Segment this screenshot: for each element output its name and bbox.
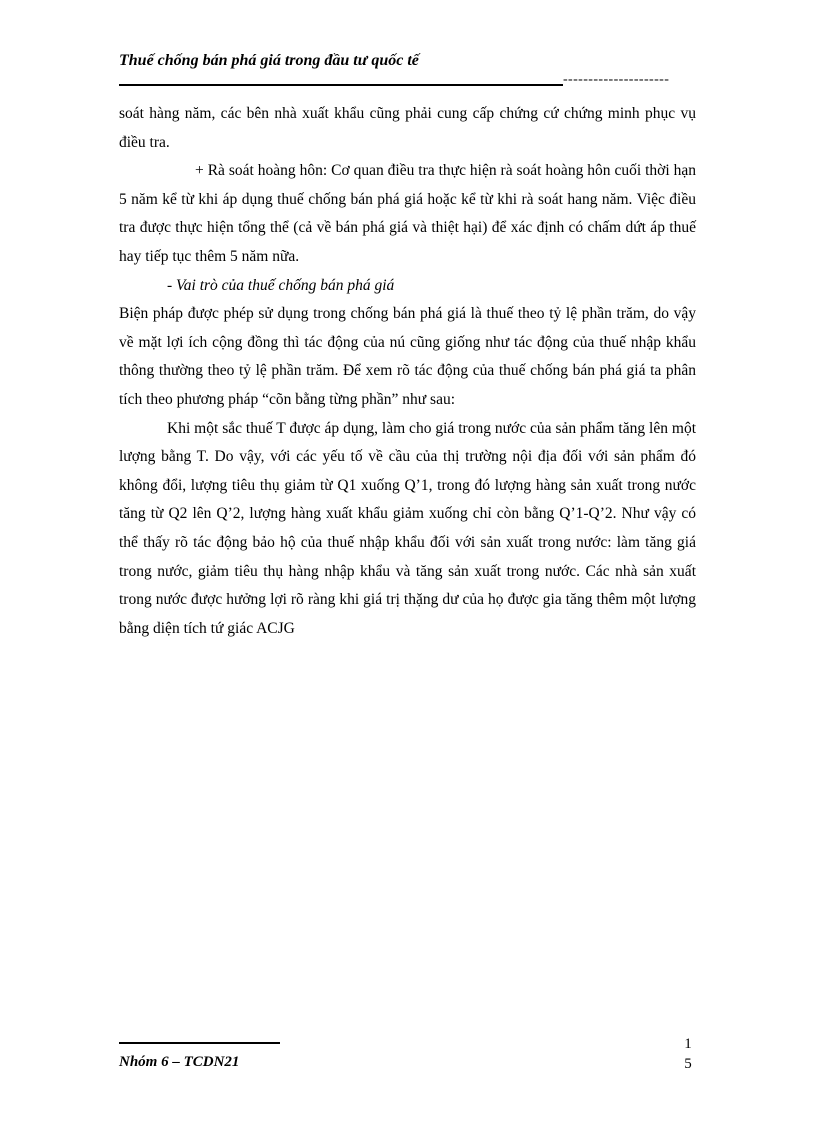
paragraph-measure: Biện pháp được phép sử dụng trong chống bán phá giá là thuế theo tỷ lệ phần trăm, do vậy về mặt lợi ích cộng đồng thì tác động của nú cũng giống như tác động của thuế nhập khẩu thông thường theo tỷ lệ phần trăm. Để xem rõ tác động của thuế chống bán phá giá ta phân tích theo phương pháp “cõn bằng từng phần” như sau:: [119, 305, 696, 408]
header-dashes: ---------------------: [563, 72, 670, 87]
paragraph-sunset-review: + Rà soát hoàng hôn: Cơ quan điều tra thực hiện rà soát hoàng hôn cuối thời hạn 5 năm kể từ khi áp dụng thuế chống bán phá giá hoặc kể từ khi rà soát hang năm. Việc điều tra được thực hiện tổng thể (cả về bán phá giá và thiệt hại) để xác định có chấm dứt áp thuế hay tiếp tục thêm 5 năm nữa.: [119, 162, 696, 265]
page-number-top: 1: [684, 1036, 692, 1052]
paragraph-tax-effect: Khi một sắc thuế T được áp dụng, làm cho giá trong nước của sản phẩm tăng lên một lượng bằng T. Do vậy, với các yếu tố về cầu của thị trường nội địa đối với sản phẩm đó không đổi, lượng tiêu thụ giảm từ Q1 xuống Q’1, trong đó lượng hàng sản xuất trong nước tăng từ Q2 lên Q’2, lượng hàng xuất khẩu giảm xuống chỉ còn bằng Q’1-Q’2. Như vậy có thể thấy rõ tác động bảo hộ của thuế nhập khẩu đối với sản xuất trong nước: làm tăng giá trong nước, giảm tiêu thụ hàng nhập khẩu và tăng sản xuất trong nước. Các nhà sản xuất trong nước được hưởng lợi rõ ràng khi giá trị thặng dư của họ được gia tăng thêm một lượng bằng diện tích tứ giác ACJG: [119, 419, 696, 637]
page-number: [678, 1034, 698, 1074]
header-title: Thuế chống bán phá giá trong đầu tư quốc tế: [119, 52, 419, 69]
document-body: [119, 100, 696, 643]
footer-group-label: Nhóm 6 – TCDN21: [119, 1054, 240, 1070]
footer-rule: [119, 1042, 280, 1044]
header-rule: [119, 84, 563, 86]
section-heading: - Vai trò của thuế chống bán phá giá: [167, 276, 395, 294]
page-number-bottom: 5: [684, 1056, 692, 1072]
paragraph-continuation: soát hàng năm, các bên nhà xuất khẩu cũng phải cung cấp chứng cứ chứng minh phục vụ điều tra.: [119, 105, 696, 151]
